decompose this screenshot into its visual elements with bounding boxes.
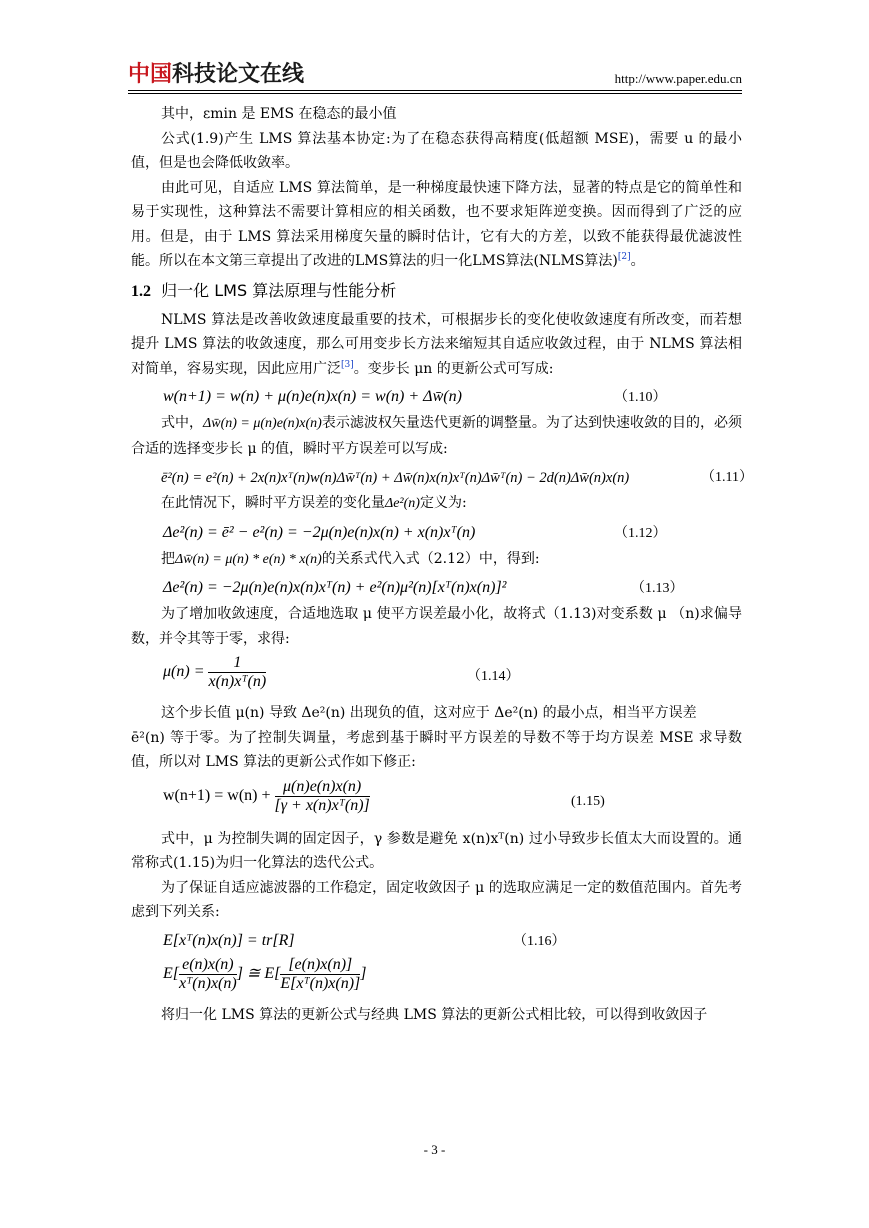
fraction: $\frac{e(n)x(n)}{\text{xᵀ(n)x(n)}}$ [179, 955, 237, 992]
page-number: - 3 - [423, 1142, 446, 1157]
equation-number: （1.14） [467, 669, 520, 684]
paragraph-compare: 将归一化 LMS 算法的更新公式与经典 LMS 算法的更新公式相比较，可以得到收敛因子 [161, 1006, 708, 1023]
header-rule-thin [128, 93, 742, 94]
equation-number: （1.12） [614, 525, 667, 541]
paragraph-lms-summary: 由此可见，自适应 LMS 算法简单，是一种梯度最快速下降方法，显著的特点是它的简单性和易于实现性，这种算法不需要计算相应的相关函数，也不要求矩阵逆变换。因而得到了广泛的应用。但是，由于 LMS 算法采用梯度矢量的瞬时估计，它有大的方差，以致不能获得最优滤波性能。所以在本文第三章提出了改进的LMS算法的归一化LMS算法(NLMS算法)[2]。 [131, 179, 742, 269]
paragraph-variation: 在此情况下，瞬时平方误差的变化量Δe²(n)定义为: [161, 495, 467, 511]
equation-1-16: E[xᵀ(n)x(n)] = tr[R] （1.16） [131, 925, 742, 955]
paragraph-stability: 为了保证自适应滤波器的工作稳定，固定收敛因子 μ 的选取应满足一定的数值范围内。首先考虑到下列关系: [131, 879, 742, 920]
header-rule [128, 90, 742, 91]
citation-2[interactable]: [2] [617, 252, 631, 262]
equation-number: （1.10） [614, 390, 667, 405]
equation-1-11: ē²(n) = e²(n) + 2x(n)xᵀ(n)w(n)Δw̄ᵀ(n) + Δw̄(n)x(n)xᵀ(n)Δw̄ᵀ(n) − 2d(n)Δw̄(n)x(n) （1.11） [131, 461, 742, 491]
section-heading: 1.2 归一化 LMS 算法原理与性能分析 [131, 280, 397, 300]
equation-1-13: Δe²(n) = −2μ(n)e(n)x(n)xᵀ(n) + e²(n)μ²(n)[xᵀ(n)x(n)]² （1.13） [131, 572, 742, 602]
paragraph-nlms-intro: NLMS 算法是改善收敛速度最重要的技术，可根据步长的变化使收敛速度有所改变，而若想提升 LMS 算法的收敛速度，那么可用变步长方法来缩短其自适应收敛过程，由于 NLMS 算法相对简单，容易实现，因此应用广泛[3]。变步长 μn 的更新公式可写成: [131, 311, 742, 377]
equation-number: （1.11） [701, 470, 753, 485]
equation-number: （1.16） [513, 933, 566, 949]
equation-1-15: w(n+1) = w(n) + $\frac{\mu(n)e(n)x(n)}{\text{[γ + x(n)xᵀ(n)]}}$ (1.15) [163, 777, 605, 814]
fraction: $\frac{\mu(n)e(n)x(n)}{\text{[γ + x(n)xᵀ(n)]}}$ [274, 777, 370, 814]
paragraph-adjustment: 式中，Δw̄(n) = μ(n)e(n)x(n)表示滤波权矢量迭代更新的调整量。为了达到快速收敛的目的，必须合适的选择变步长 μ 的值，瞬时平方误差可以写成: [131, 415, 743, 457]
paragraph-derivative: 为了增加收敛速度，合适地选取 μ 使平方误差最小化，故将式（1.13)对变系数 μ （n)求偏导数，并令其等于零，求得: [131, 606, 742, 647]
equation-expectation: E[ $\frac{e(n)x(n)}{\text{xᵀ(n)x(n)}}$ ] ≅ E[ $\frac{[e(n)x(n)]}{\text{E[xᵀ(n)x(n)]}}$ ] [163, 955, 367, 992]
equation-1-14: μ(n) = $\frac{1}{\text{x(n)xᵀ(n)}}$ （1.14） [163, 654, 520, 690]
citation-3[interactable]: [3] [341, 359, 354, 370]
site-url[interactable]: http://www.paper.edu.cn [614, 71, 742, 86]
equation-1-12: Δe²(n) = ē² − e²(n) = −2μ(n)e(n)x(n) + x(n)xᵀ(n) （1.12） [131, 517, 742, 547]
fraction: $\frac{[e(n)x(n)]}{\text{E[xᵀ(n)x(n)]}}$ [280, 955, 361, 992]
paragraph-lms-protocol: 公式(1.9)产生 LMS 算法基本协定:为了在稳态获得高精度(低超额 MSE)，需要 u 的最小值，但是也会降低收敛率。 [131, 130, 742, 171]
equation-1-10: w(n+1) = w(n) + μ(n)e(n)x(n) = w(n) + Δw̄(n) （1.10） [131, 381, 742, 411]
paragraph-correction: ē²(n) 等于零。为了控制失调量，考虑到基于瞬时平方误差的导数不等于均方误差 MSE 求导数值，所以对 LMS 算法的更新公式作如下修正: [131, 729, 742, 770]
paragraph-substitute: 把Δw̄(n) = μ(n) * e(n) * x(n)的关系式代入式（2.12）中，得到: [161, 550, 540, 567]
equation-number: （1.13） [631, 581, 684, 596]
paragraph-gamma: 式中，μ 为控制失调的固定因子，γ 参数是避免 x(n)xᵀ(n) 过小导致步长值太大而设置的。通常称式(1.15)为归一化算法的迭代公式。 [131, 830, 742, 871]
site-logo: 中国科技论文在线 [128, 62, 305, 87]
paragraph-emin: 其中，εmin 是 EMS 在稳态的最小值 [161, 106, 397, 122]
fraction: $\frac{1}{\text{x(n)xᵀ(n)}}$ [208, 654, 267, 690]
paragraph-step-value: 这个步长值 μ(n) 导致 Δe²(n) 出现负的值，这对应于 Δe²(n) 的最小点，相当平方误差 [161, 705, 697, 721]
page-body [131, 102, 753, 1027]
equation-number: (1.15) [571, 793, 605, 809]
